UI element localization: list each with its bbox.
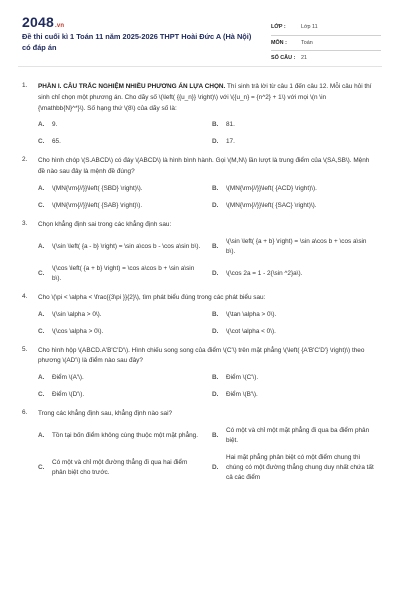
option-a[interactable]: A. \(\sin \left( {a - b} \right) = \sin a\cos b - \cos a\sin b\).	[38, 242, 201, 250]
question-number: 6.	[22, 409, 28, 417]
option-d[interactable]: D. \(MN{\rm{//}}\left( {SAC} \right)\).	[212, 201, 317, 209]
option-a[interactable]: A. Điểm \(A'\).	[38, 374, 84, 382]
question-text: Cho hình chóp \(S.ABCD\) có đáy \(ABCD\) là hình bình hành. Gọi \(M,N\) lần lượt là trung điểm của \(SA,SB\). Mệnh đề nào sau đây là mệnh đề đúng?	[38, 157, 370, 176]
option-b[interactable]: B. \(MN{\rm{//}}\left( {ACD} \right)\).	[212, 184, 317, 192]
question-text: Chọn khẳng định sai trong các khẳng định sau:	[38, 220, 172, 228]
option-d[interactable]: D. Hai mặt phẳng phân biệt có một điểm chung thì chúng có một đường thẳng chung duy nhất chứa tất cả các điểm	[212, 453, 374, 481]
option-a[interactable]: A. \(\sin \alpha > 0\).	[38, 310, 102, 318]
question-4	[22, 293, 372, 337]
option-d[interactable]: D. 17.	[212, 138, 235, 146]
question-text: Cho hình hộp \(ABCD.A'B'C'D'\). Hình chiếu song song của điểm \(C'\) trên mặt phẳng \(\left( {A'B'C'D'} \right)\) theo phương \(AD'\) là điểm nào sau đây?	[38, 346, 365, 365]
page-header	[18, 10, 382, 60]
question-list	[22, 82, 372, 492]
site-logo[interactable]: 2048.vn	[22, 14, 65, 30]
question-text: Trong các khẳng định sau, khẳng định nào sai?	[38, 410, 173, 418]
option-a[interactable]: A. \(MN{\rm{//}}\left( {SBD} \right)\).	[38, 184, 143, 192]
exam-meta	[271, 20, 381, 67]
question-3	[22, 220, 372, 284]
option-d[interactable]: D. \(\cos 2a = 1 - 2{\sin ^2}a\).	[212, 269, 303, 277]
option-b[interactable]: B. Có một và chỉ một mặt phẳng đi qua ba điểm phân biệt.	[212, 426, 370, 444]
answer-options	[38, 373, 372, 400]
question-number: 5.	[22, 345, 28, 353]
option-b[interactable]: B. 81.	[212, 121, 235, 129]
question-6	[22, 409, 372, 483]
section-heading: PHẦN I. CÂU TRẮC NGHIỆM NHIỀU PHƯƠNG ÁN LỰA CHỌN.	[38, 83, 226, 90]
question-number: 1.	[22, 82, 28, 89]
option-c[interactable]: C. \(\cos \left( {a + b} \right) = \cos a\cos b + \sin a\sin b\).	[38, 264, 195, 282]
option-c[interactable]: C. Điểm \(D'\).	[38, 391, 85, 399]
answer-options	[38, 310, 372, 337]
meta-subject: MÔN : Toán	[271, 36, 381, 52]
meta-class: LỚP : Lớp 11	[271, 20, 381, 36]
question-number: 3.	[22, 219, 28, 227]
question-number: 2.	[22, 156, 28, 164]
option-a[interactable]: A. Tồn tại bốn điểm không cùng thuộc một mặt phẳng.	[38, 431, 199, 439]
option-c[interactable]: C. \(\cos \alpha > 0\).	[38, 327, 104, 335]
option-c[interactable]: C. Có một và chỉ một đường thẳng đi qua hai điểm phân biệt cho trước.	[38, 458, 188, 476]
answer-options	[38, 426, 372, 483]
option-d[interactable]: D. Điểm \(B'\).	[212, 391, 258, 399]
option-a[interactable]: A. 9.	[38, 121, 58, 129]
option-b[interactable]: B. Điểm \(C'\).	[212, 374, 259, 382]
answer-options	[38, 237, 372, 284]
document-title: Đề thi cuối kì 1 Toán 11 năm 2025-2026 THPT Hoài Đức A (Hà Nội) có đáp án	[22, 32, 252, 52]
option-c[interactable]: C. 65.	[38, 138, 61, 146]
answer-options	[38, 184, 372, 211]
question-1	[22, 82, 372, 147]
question-text: PHẦN I. CÂU TRẮC NGHIỆM NHIỀU PHƯƠNG ÁN LỰA CHỌN. Thí sinh trả lời từ câu 1 đến câu 12. Mỗi câu hỏi thí sinh chỉ chọn một phương án. Cho dãy số \(\left( {{u_n}} \right)\) với \({u_n} = {n^2} + 1\) với mọi \(n \in {\mathbb{N}^*}\). Số hạng thứ \(8\) của dãy số là:	[38, 83, 372, 112]
header-divider	[18, 66, 382, 67]
option-b[interactable]: B. \(\tan \alpha > 0\).	[212, 310, 277, 318]
option-c[interactable]: C. \(MN{\rm{//}}\left( {SAB} \right)\).	[38, 201, 143, 209]
question-2	[22, 156, 372, 211]
answer-options	[38, 120, 372, 147]
question-5	[22, 346, 372, 401]
question-text: Cho \(\pi < \alpha < \frac{{3\pi }}{2}\), tìm phát biểu đúng trong các phát biểu sau:	[38, 293, 266, 301]
question-number: 4.	[22, 292, 28, 300]
meta-question-count: SỐ CÂU : 21	[271, 51, 381, 67]
option-b[interactable]: B. \(\sin \left( {a + b} \right) = \sin a\cos b + \cos a\sin b\).	[212, 237, 367, 255]
option-d[interactable]: D. \(\cot \alpha < 0\).	[212, 327, 276, 335]
